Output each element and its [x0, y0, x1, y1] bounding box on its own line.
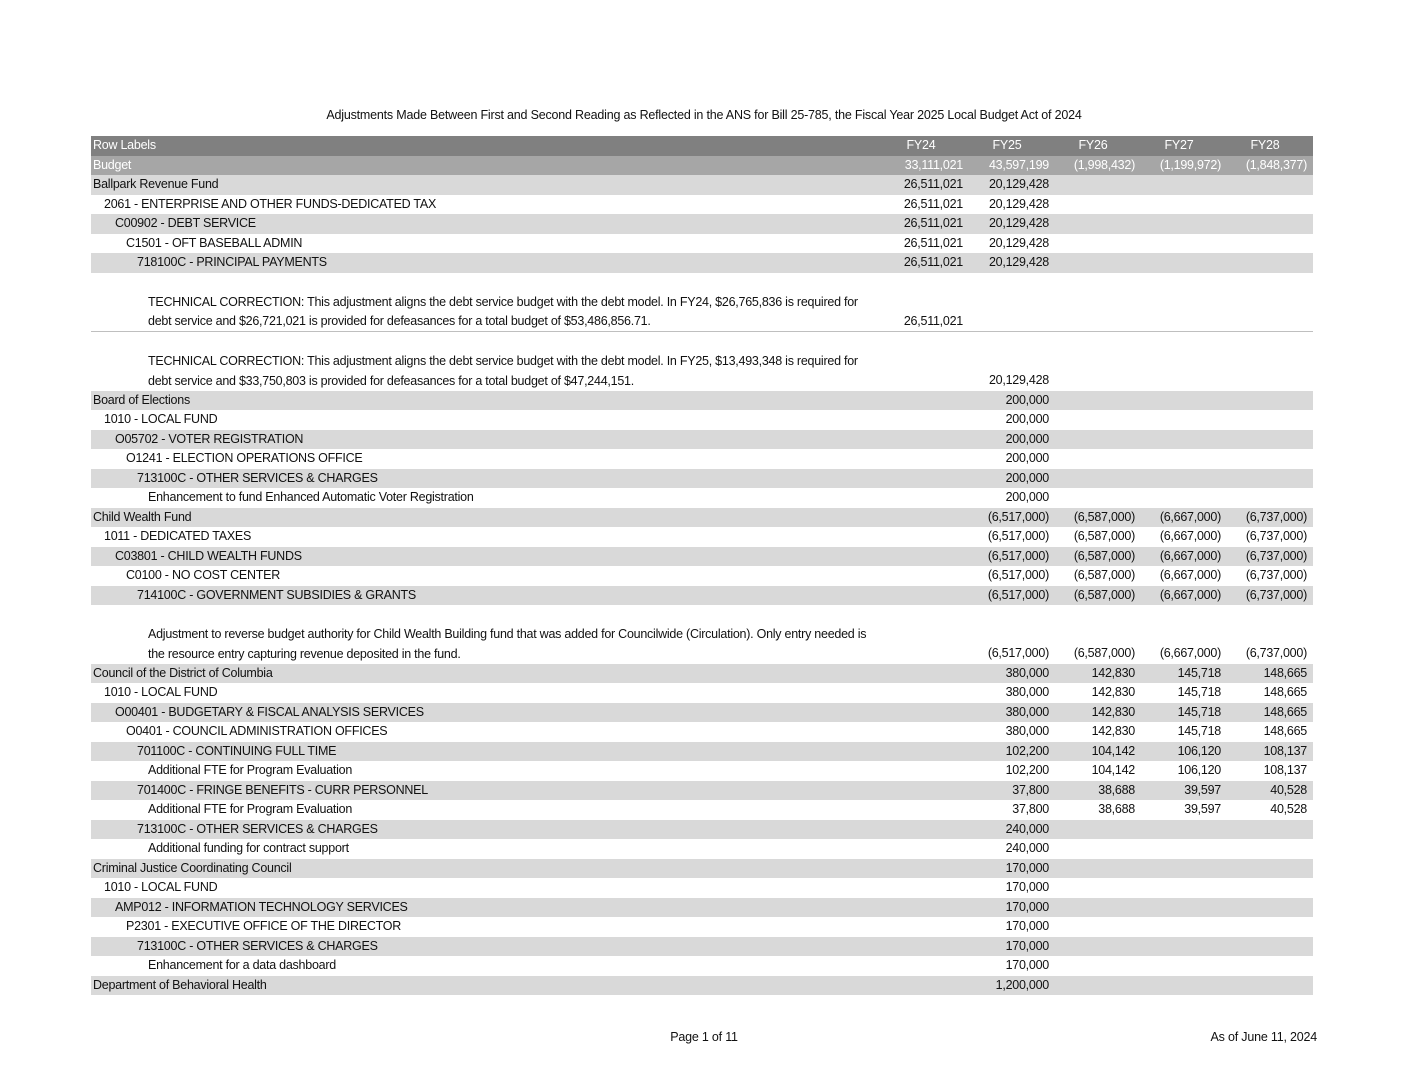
row-label: 2061 - ENTERPRISE AND OTHER FUNDS-DEDICATED TAX: [104, 196, 437, 211]
header-row-labels: Row Labels: [93, 138, 156, 152]
cell-fy28: (6,737,000): [1245, 587, 1307, 602]
cell-fy24: 26,511,021: [903, 216, 963, 230]
cell-fy25: 170,000: [1005, 880, 1049, 894]
cell-fy26: (6,587,000): [1073, 568, 1135, 582]
row-label: O00401 - BUDGETARY & FISCAL ANALYSIS SERVICES: [115, 704, 424, 719]
cell-fy27: (6,667,000): [1159, 646, 1221, 660]
cell-fy25: 170,000: [1005, 938, 1049, 953]
row-label: 701100C - CONTINUING FULL TIME: [137, 743, 337, 758]
table-row: [91, 976, 1313, 996]
table-row: [91, 214, 1313, 234]
row-label: O0401 - COUNCIL ADMINISTRATION OFFICES: [126, 724, 388, 738]
cell-fy27: 145,718: [1177, 685, 1221, 699]
cell-fy24: 26,511,021: [903, 255, 963, 269]
table-row: [91, 586, 1313, 606]
cell-fy25: 102,200: [1005, 743, 1049, 758]
row-label: 1010 - LOCAL FUND: [104, 412, 218, 426]
cell-fy25: (6,517,000): [987, 509, 1049, 524]
cell-fy25: 20,129,428: [988, 235, 1049, 250]
cell-fy28: (6,737,000): [1245, 509, 1307, 524]
budget-label: Budget: [93, 157, 132, 172]
cell-fy25: 20,129,428: [988, 255, 1049, 269]
table-row: [91, 430, 1313, 450]
cell-fy25: 200,000: [1005, 490, 1049, 504]
row-label: Department of Behavioral Health: [93, 977, 267, 992]
cell-fy26: 142,830: [1091, 685, 1135, 699]
table-row: [91, 469, 1313, 489]
row-label: O05702 - VOTER REGISTRATION: [115, 431, 304, 446]
cell-fy25: 20,129,428: [988, 177, 1049, 191]
row-label: 713100C - OTHER SERVICES & CHARGES: [137, 821, 378, 836]
row-label: 713100C - OTHER SERVICES & CHARGES: [137, 470, 378, 485]
cell-fy25: 200,000: [1005, 470, 1049, 485]
cell-fy27: 145,718: [1177, 724, 1221, 738]
cell-fy25: 20,129,428: [988, 196, 1049, 211]
note-row: [91, 273, 1313, 333]
cell-fy25: 1,200,000: [995, 977, 1049, 992]
header-row: [91, 136, 1313, 156]
cell-fy28: (6,737,000): [1245, 548, 1307, 563]
table-row: [91, 683, 1313, 703]
cell-fy27: 39,597: [1184, 782, 1221, 797]
row-label: TECHNICAL CORRECTION: This adjustment aligns the debt service budget with the debt model. In FY24, $26,765,836 is required for debt service and $26,721,021 is provided for defeasances for a total budget of $53,486,856.71.: [148, 294, 858, 328]
table-row: [91, 449, 1313, 469]
note-row: [91, 605, 1313, 664]
row-label: 1010 - LOCAL FUND: [104, 685, 218, 699]
header-fy24: FY24: [906, 138, 936, 152]
cell-fy25: 200,000: [1005, 412, 1049, 426]
budget-fy24: 33,111,021: [904, 157, 963, 172]
table-row: [91, 800, 1313, 820]
cell-fy27: (6,667,000): [1159, 529, 1221, 543]
cell-fy25: 380,000: [1005, 685, 1049, 699]
table-row: [91, 527, 1313, 547]
cell-fy27: 106,120: [1177, 743, 1221, 758]
row-label: Enhancement to fund Enhanced Automatic Voter Registration: [148, 490, 474, 504]
cell-fy25: 37,800: [1012, 802, 1049, 816]
cell-fy25: 240,000: [1005, 841, 1049, 855]
table-row: [91, 391, 1313, 411]
cell-fy28: (6,737,000): [1245, 646, 1307, 660]
note-row: [91, 332, 1313, 391]
cell-fy25: 37,800: [1012, 782, 1049, 797]
cell-fy26: (6,587,000): [1073, 548, 1135, 563]
table-row: [91, 878, 1313, 898]
table-row: [91, 722, 1313, 742]
row-label: C0100 - NO COST CENTER: [126, 568, 281, 582]
table-row: [91, 839, 1313, 859]
cell-fy25: 170,000: [1005, 919, 1049, 933]
page-number: Page 1 of 11: [670, 1030, 738, 1044]
cell-fy25: (6,517,000): [987, 587, 1049, 602]
cell-fy25: 20,129,428: [988, 373, 1049, 387]
cell-fy26: 142,830: [1091, 724, 1135, 738]
budget-fy27: (1,199,972): [1159, 157, 1221, 172]
cell-fy25: 240,000: [1005, 821, 1049, 836]
cell-fy25: 200,000: [1005, 392, 1049, 407]
table-row: [91, 703, 1313, 723]
table-row: [91, 956, 1313, 976]
header-fy26: FY26: [1078, 138, 1108, 152]
header-fy28: FY28: [1250, 138, 1280, 152]
row-label: Ballpark Revenue Fund: [93, 177, 219, 191]
cell-fy24: 26,511,021: [903, 196, 963, 211]
cell-fy24: 26,511,021: [903, 313, 963, 328]
cell-fy28: 108,137: [1263, 763, 1307, 777]
cell-fy27: 145,718: [1177, 665, 1221, 680]
cell-fy27: 106,120: [1177, 763, 1221, 777]
table-row: [91, 761, 1313, 781]
table-row: [91, 898, 1313, 918]
table-row: [91, 410, 1313, 430]
row-label: Enhancement for a data dashboard: [148, 958, 336, 972]
cell-fy27: (6,667,000): [1159, 509, 1221, 524]
cell-fy28: 148,665: [1263, 685, 1307, 699]
cell-fy25: 170,000: [1005, 860, 1049, 875]
row-label: Criminal Justice Coordinating Council: [93, 860, 292, 875]
cell-fy26: 38,688: [1098, 782, 1135, 797]
row-label: Adjustment to reverse budget authority for Child Wealth Building fund that was added for Councilwide (Circulation). Only entry needed is the resource entry capturing revenue deposited in the fund.: [148, 627, 867, 661]
row-label: Additional FTE for Program Evaluation: [148, 763, 353, 777]
table-row: [91, 175, 1313, 195]
row-label: Child Wealth Fund: [93, 509, 192, 524]
cell-fy25: 380,000: [1005, 704, 1049, 719]
row-label: Additional funding for contract support: [148, 841, 349, 855]
budget-total-row: [91, 156, 1313, 176]
budget-fy28: (1,848,377): [1245, 157, 1307, 172]
cell-fy28: (6,737,000): [1245, 529, 1307, 543]
table-row: [91, 508, 1313, 528]
table-row: [91, 195, 1313, 215]
cell-fy28: 148,665: [1263, 704, 1307, 719]
row-label: Additional FTE for Program Evaluation: [148, 802, 353, 816]
row-label: Council of the District of Columbia: [93, 665, 273, 680]
row-label: C00902 - DEBT SERVICE: [115, 216, 256, 230]
cell-fy27: (6,667,000): [1159, 587, 1221, 602]
cell-fy24: 26,511,021: [903, 177, 963, 191]
pivot-table: [91, 136, 1313, 995]
cell-fy24: 26,511,021: [903, 235, 963, 250]
cell-fy25: (6,517,000): [987, 529, 1049, 543]
cell-fy27: 39,597: [1184, 802, 1221, 816]
table-row: [91, 937, 1313, 957]
table-row: [91, 253, 1313, 273]
cell-fy27: (6,667,000): [1159, 548, 1221, 563]
as-of-date: As of June 11, 2024: [1210, 1030, 1317, 1044]
table-row: [91, 547, 1313, 567]
row-label: AMP012 - INFORMATION TECHNOLOGY SERVICES: [115, 899, 408, 914]
budget-fy25: 43,597,199: [988, 157, 1049, 172]
row-label: P2301 - EXECUTIVE OFFICE OF THE DIRECTOR: [126, 919, 402, 933]
cell-fy28: 148,665: [1263, 665, 1307, 680]
table-row: [91, 234, 1313, 254]
row-label: O1241 - ELECTION OPERATIONS OFFICE: [126, 451, 363, 465]
page-title: Adjustments Made Between First and Second Reading as Reflected in the ANS for Bill 25-785, the Fiscal Year 2025 Local Budget Act of 2024: [326, 108, 1082, 122]
table-row: [91, 781, 1313, 801]
cell-fy26: (6,587,000): [1073, 646, 1135, 660]
row-label: TECHNICAL CORRECTION: This adjustment aligns the debt service budget with the debt model. In FY25, $13,493,348 is required for debt service and $33,750,803 is provided for defeasances for a total budget of $47,244,151.: [148, 354, 858, 388]
budget-fy26: (1,998,432): [1073, 157, 1135, 172]
header-fy27: FY27: [1164, 138, 1194, 152]
row-label: C1501 - OFT BASEBALL ADMIN: [126, 235, 303, 250]
cell-fy27: 145,718: [1177, 704, 1221, 719]
cell-fy25: 102,200: [1005, 763, 1049, 777]
table-row: [91, 859, 1313, 879]
cell-fy28: 148,665: [1263, 724, 1307, 738]
cell-fy28: (6,737,000): [1245, 568, 1307, 582]
row-label: 714100C - GOVERNMENT SUBSIDIES & GRANTS: [137, 587, 416, 602]
cell-fy26: 142,830: [1091, 665, 1135, 680]
cell-fy26: (6,587,000): [1073, 529, 1135, 543]
table-row: [91, 917, 1313, 937]
row-label: 1011 - DEDICATED TAXES: [104, 529, 252, 543]
cell-fy25: 170,000: [1005, 958, 1049, 972]
cell-fy25: 200,000: [1005, 431, 1049, 446]
cell-fy25: 20,129,428: [988, 216, 1049, 230]
table-row: [91, 488, 1313, 508]
cell-fy26: 38,688: [1098, 802, 1135, 816]
cell-fy25: 380,000: [1005, 724, 1049, 738]
table-row: [91, 566, 1313, 586]
table-row: [91, 820, 1313, 840]
row-label: Board of Elections: [93, 392, 190, 407]
table-row: [91, 664, 1313, 684]
cell-fy26: 104,142: [1091, 743, 1135, 758]
row-label: 701400C - FRINGE BENEFITS - CURR PERSONNEL: [137, 782, 428, 797]
cell-fy25: (6,517,000): [987, 568, 1049, 582]
cell-fy25: (6,517,000): [987, 548, 1049, 563]
cell-fy26: (6,587,000): [1073, 587, 1135, 602]
cell-fy26: 142,830: [1091, 704, 1135, 719]
cell-fy25: (6,517,000): [987, 646, 1049, 660]
row-label: 718100C - PRINCIPAL PAYMENTS: [137, 255, 327, 269]
header-fy25: FY25: [992, 138, 1022, 152]
table-row: [91, 742, 1313, 762]
cell-fy25: 200,000: [1005, 451, 1049, 465]
cell-fy28: 108,137: [1263, 743, 1307, 758]
cell-fy25: 380,000: [1005, 665, 1049, 680]
cell-fy28: 40,528: [1270, 802, 1307, 816]
row-label: 1010 - LOCAL FUND: [104, 880, 218, 894]
row-label: 713100C - OTHER SERVICES & CHARGES: [137, 938, 378, 953]
cell-fy26: (6,587,000): [1073, 509, 1135, 524]
cell-fy25: 170,000: [1005, 899, 1049, 914]
cell-fy26: 104,142: [1091, 763, 1135, 777]
cell-fy28: 40,528: [1270, 782, 1307, 797]
row-label: C03801 - CHILD WEALTH FUNDS: [115, 548, 302, 563]
cell-fy27: (6,667,000): [1159, 568, 1221, 582]
